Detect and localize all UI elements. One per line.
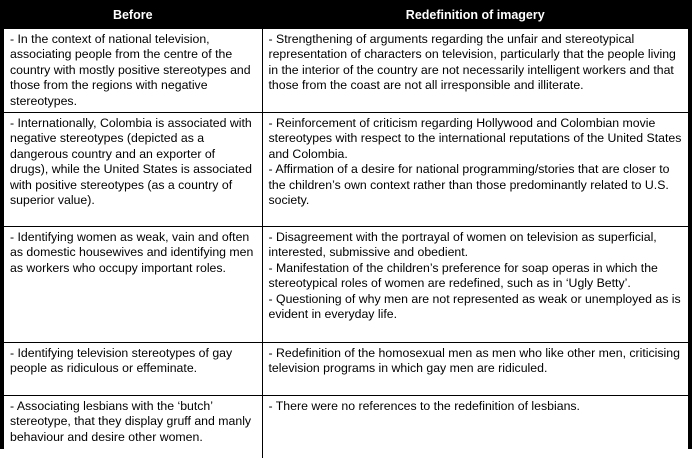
cell-before: [4, 227, 262, 343]
cell-paragraph: - Reinforcement of criticism regarding Hollywood and Colombian movie stereotypes with respect to the international reputations of the United States and Colombia.: [268, 116, 682, 161]
cell-before: [4, 28, 262, 113]
cell-paragraph: - Identifying television stereotypes of gay people as ridiculous or effeminate.: [10, 346, 233, 376]
cell-paragraph: - Strengthening of arguments regarding the unfair and stereotypical representation of characters on television, particularly that the people living in the interior of the country are not necessarily intelligent workers and that those from the coast are not all irresponsible and illiterate.: [268, 32, 676, 93]
comparison-table: [4, 4, 688, 458]
column-header-after: Redefinition of imagery: [262, 4, 688, 28]
cell-paragraph: - Identifying women as weak, vain and often as domestic housewives and identifying men as workers who occupy important roles.: [10, 230, 254, 275]
cell-after: [262, 227, 688, 343]
table-body: [4, 28, 688, 458]
table-row: [4, 113, 688, 227]
cell-paragraph: - Questioning of why men are not represented as weak or unemployed as is evident in everyday life.: [268, 291, 681, 322]
table-row: [4, 28, 688, 113]
column-header-before: Before: [4, 4, 262, 28]
cell-after: [262, 396, 688, 458]
cell-paragraph: - Associating lesbians with the ‘butch’ stereotype, that they display gruff and manly behaviour and desire other women.: [10, 399, 252, 444]
cell-paragraph: - Disagreement with the portrayal of women on television as superficial, interested, submissive and obedient.: [268, 230, 657, 260]
cell-before: [4, 113, 262, 227]
cell-before: [4, 343, 262, 396]
cell-paragraph: - Internationally, Colombia is associated with negative stereotypes (depicted as a dangerous country and an exporter of drugs), while the United States is associated with positive stereotypes (as a country of superior value).: [10, 116, 252, 208]
table-header: [4, 4, 688, 28]
table-row: [4, 396, 688, 458]
cell-after: [262, 113, 688, 227]
cell-after: [262, 28, 688, 113]
cell-before: [4, 396, 262, 458]
cell-paragraph: - There were no references to the redefinition of lesbians.: [268, 399, 580, 414]
cell-paragraph: - Affirmation of a desire for national programming/stories that are closer to the children’s own context rather than those predominantly related to U.S. society.: [268, 162, 670, 208]
cell-paragraph: - Redefinition of the homosexual men as men who like other men, criticising television programs in which gay men are ridiculed.: [268, 346, 680, 376]
cell-after: [262, 343, 688, 396]
cell-paragraph: - In the context of national television, associating people from the centre of the country with mostly positive stereotypes and those from the regions with negative stereotypes.: [10, 32, 251, 108]
table-row: [4, 227, 688, 343]
table-row: [4, 343, 688, 396]
cell-paragraph: - Manifestation of the children’s preference for soap operas in which the stereotypical roles of women are redefined, such as in ‘Ugly Betty’.: [268, 260, 658, 291]
header-row: [4, 4, 688, 28]
